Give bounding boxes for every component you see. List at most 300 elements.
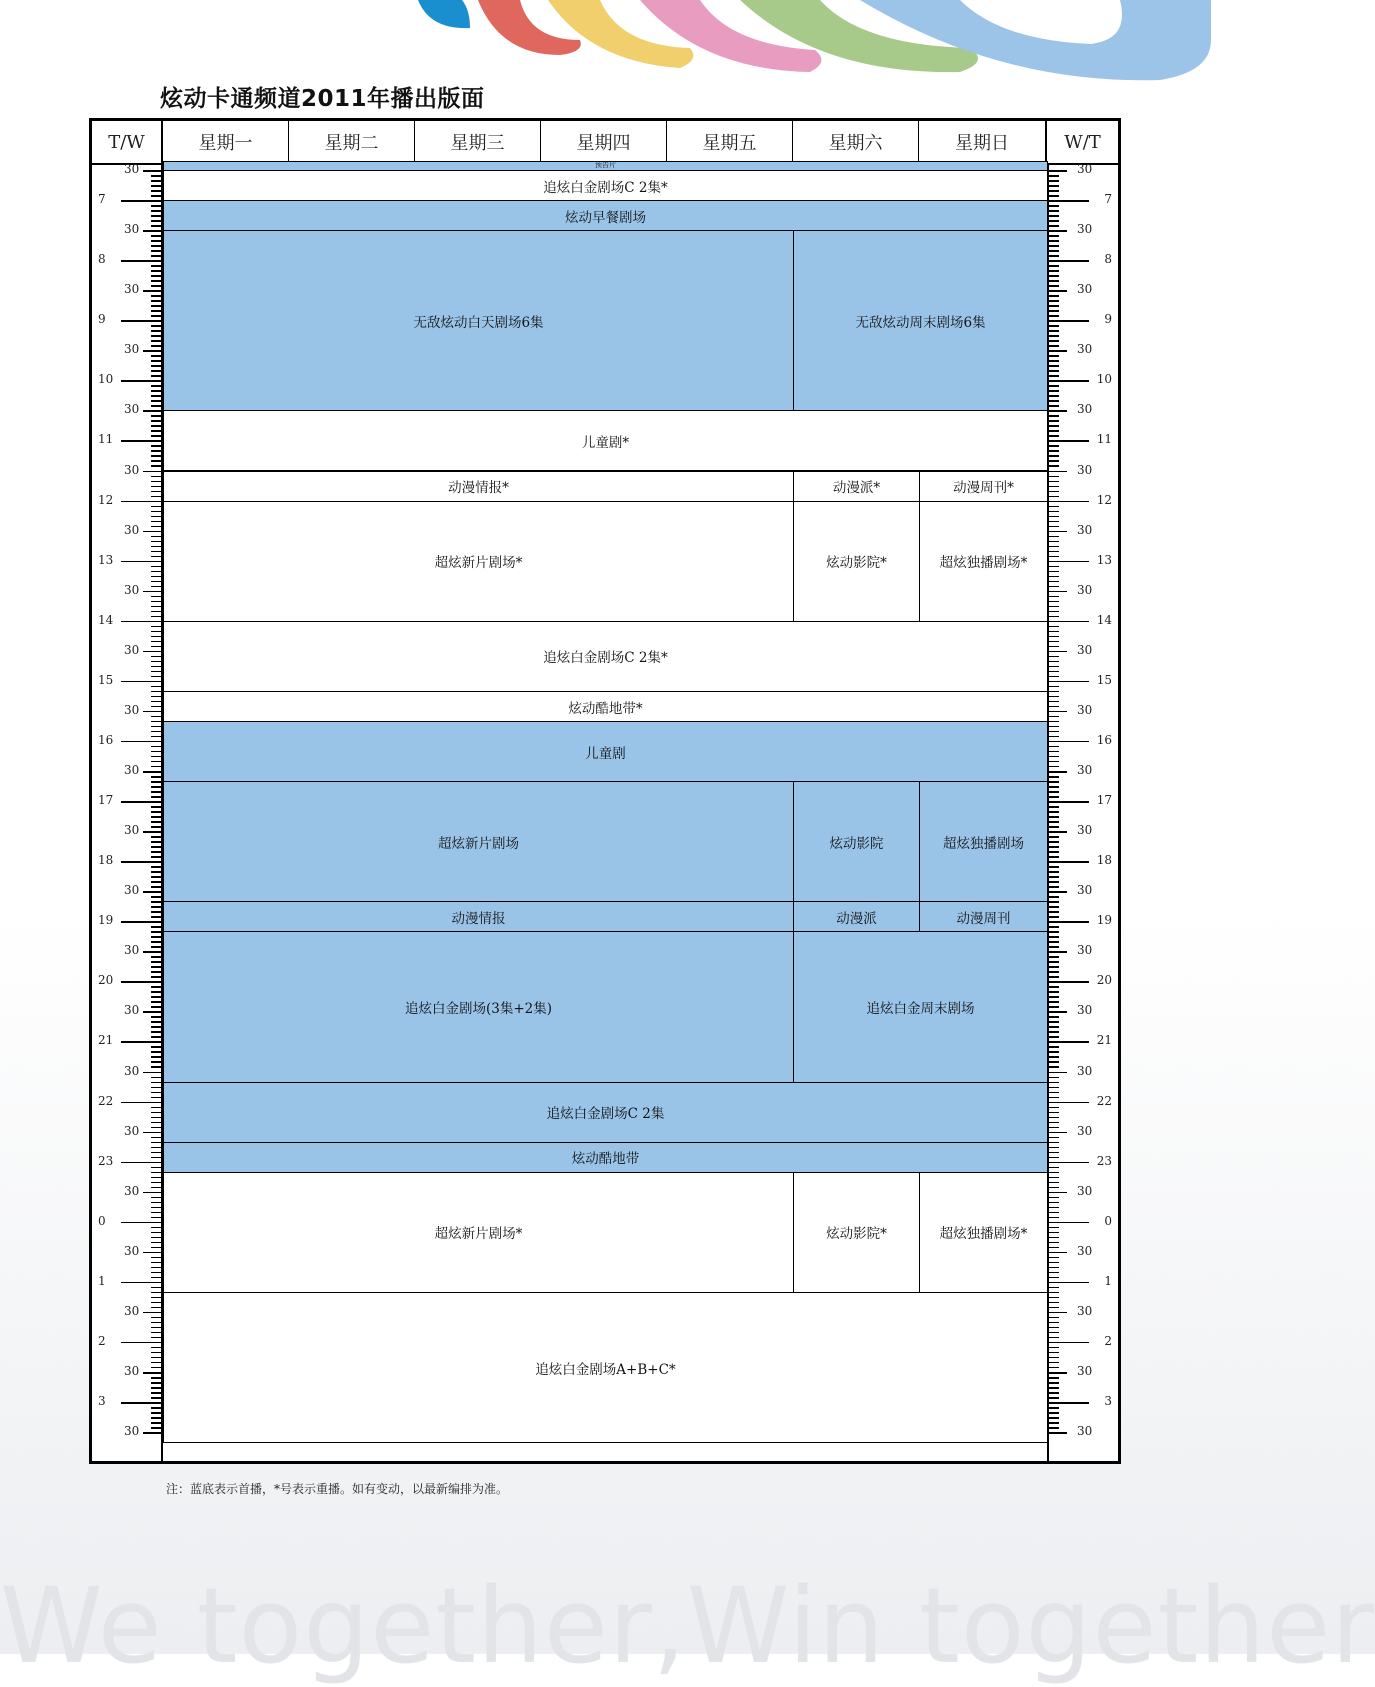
ruler-tick (151, 986, 161, 988)
ruler-tick (1049, 185, 1059, 187)
ruler-tick (151, 906, 161, 908)
ruler-tick (151, 1031, 161, 1033)
ruler-tick (151, 305, 161, 307)
ruler-half-label: 30 (124, 1123, 140, 1138)
ruler-half-label: 30 (1077, 1183, 1093, 1198)
ruler-tick (1049, 265, 1059, 267)
ruler-tick (151, 1382, 161, 1384)
ruler-tick (1049, 1252, 1067, 1254)
ruler-tick (151, 781, 161, 783)
ruler-tick (1049, 1222, 1089, 1224)
ruler-tick (1049, 1046, 1059, 1048)
ruler-hour-label: 18 (1096, 853, 1112, 868)
ruler-tick (1049, 681, 1089, 683)
ruler-tick (151, 946, 161, 948)
ruler-tick (151, 646, 161, 648)
ruler-tick (151, 536, 161, 538)
ruler-tick (1049, 891, 1067, 893)
ruler-tick (1049, 260, 1089, 262)
ruler-tick (1049, 1257, 1059, 1259)
ruler-tick (151, 1417, 161, 1419)
ruler-tick (151, 526, 161, 528)
ruler-tick (1049, 1102, 1089, 1104)
ruler-tick (1049, 941, 1059, 943)
ruler-tick (121, 1222, 161, 1224)
ruler-tick (151, 566, 161, 568)
ruler-tick (143, 1072, 161, 1074)
ruler-tick (151, 1001, 161, 1003)
ruler-tick (151, 601, 161, 603)
ruler-tick (1049, 1417, 1059, 1419)
ruler-half-label: 30 (1077, 582, 1093, 597)
ruler-tick (151, 1322, 161, 1324)
ruler-tick (1049, 906, 1059, 908)
ruler-tick (1049, 486, 1059, 488)
ruler-tick (151, 721, 161, 723)
ruler-tick (151, 611, 161, 613)
ruler-tick (1049, 1302, 1059, 1304)
ruler-tick (1049, 1041, 1089, 1043)
ruler-tick (1049, 926, 1059, 928)
ruler-tick (151, 1152, 161, 1154)
ruler-tick (151, 430, 161, 432)
ruler-hour-label: 19 (98, 913, 114, 928)
ruler-tick (1049, 1097, 1059, 1099)
ruler-tick (151, 476, 161, 478)
ruler-tick (151, 1227, 161, 1229)
ruler-hour-label: 23 (1096, 1153, 1112, 1168)
ruler-tick (1049, 1077, 1059, 1079)
ruler-tick (1049, 691, 1059, 693)
ruler-tick (1049, 1362, 1059, 1364)
ruler-tick (1049, 476, 1059, 478)
ruler-tick (151, 1337, 161, 1339)
ruler-half-label: 30 (124, 1424, 140, 1439)
ruler-tick (1049, 1312, 1067, 1314)
ruler-tick (151, 345, 161, 347)
ruler-tick (151, 1122, 161, 1124)
ruler-tick (151, 716, 161, 718)
ruler-tick (1049, 1372, 1067, 1374)
ruler-tick (1049, 541, 1059, 543)
program-block: 动漫派 (793, 901, 920, 932)
ruler-tick (1049, 876, 1059, 878)
ruler-tick (151, 1237, 161, 1239)
ruler-tick (1049, 360, 1059, 362)
ruler-tick (1049, 460, 1059, 462)
ruler-tick (151, 1082, 161, 1084)
ruler-tick (121, 741, 161, 743)
ruler-tick (1049, 1432, 1067, 1434)
program-block: 动漫派* (793, 471, 920, 502)
ruler-tick (143, 831, 161, 833)
ruler-tick (1049, 1272, 1059, 1274)
ruler-half-label: 30 (124, 282, 140, 297)
ruler-tick (151, 506, 161, 508)
ruler-half-label: 30 (124, 342, 140, 357)
ruler-tick (1049, 1277, 1059, 1279)
ruler-tick (151, 816, 161, 818)
ruler-tick (151, 1287, 161, 1289)
ruler-tick (1049, 310, 1059, 312)
ruler-tick (1049, 576, 1059, 578)
ruler-tick (1049, 340, 1059, 342)
program-block: 追炫白金剧场C 2集* (163, 170, 1048, 201)
ruler-tick (151, 671, 161, 673)
ruler-tick (121, 681, 161, 683)
ruler-tick (151, 796, 161, 798)
ruler-tick (1049, 240, 1059, 242)
ruler-tick (1049, 1422, 1059, 1424)
ruler-tick (1049, 255, 1059, 257)
ruler-hour-label: 10 (98, 372, 114, 387)
ruler-tick (151, 190, 161, 192)
ruler-tick (151, 1327, 161, 1329)
ruler-tick (1049, 215, 1059, 217)
ruler-tick (1049, 1162, 1089, 1164)
ruler-tick (151, 185, 161, 187)
ruler-tick (1049, 405, 1059, 407)
program-block: 超炫独播剧场 (919, 781, 1048, 902)
ruler-tick (1049, 831, 1067, 833)
ruler-tick (1049, 616, 1059, 618)
ruler-tick (151, 856, 161, 858)
ruler-tick (151, 310, 161, 312)
ruler-tick (1049, 1282, 1089, 1284)
ruler-tick (1049, 350, 1067, 352)
ruler-tick (151, 811, 161, 813)
ruler-tick (1049, 285, 1059, 287)
ruler-tick (1049, 1407, 1059, 1409)
ruler-tick (1049, 1392, 1059, 1394)
ruler-tick (151, 841, 161, 843)
ruler-tick (1049, 571, 1059, 573)
ruler-tick (121, 1041, 161, 1043)
ruler-tick (151, 511, 161, 513)
ruler-tick (143, 891, 161, 893)
ruler-tick (1049, 1016, 1059, 1018)
ruler-tick (1049, 661, 1059, 663)
program-block: 动漫情报* (163, 471, 794, 502)
ruler-hour-label: 16 (98, 732, 114, 747)
ruler-half-label: 30 (1077, 702, 1093, 717)
ruler-tick (151, 1016, 161, 1018)
ruler-tick (151, 976, 161, 978)
ruler-tick (1049, 1187, 1059, 1189)
ruler-tick (1049, 315, 1059, 317)
ruler-half-label: 30 (1077, 462, 1093, 477)
ruler-hour-label: 15 (98, 672, 114, 687)
ruler-tick (1049, 501, 1089, 503)
ruler-tick (151, 1412, 161, 1414)
ruler-tick (151, 751, 161, 753)
time-ruler-right (1047, 162, 1118, 1461)
ruler-hour-label: 12 (98, 492, 114, 507)
ruler-tick (1049, 491, 1059, 493)
ruler-half-label: 30 (1077, 342, 1093, 357)
ruler-half-label: 30 (124, 582, 140, 597)
ruler-tick (151, 636, 161, 638)
time-ruler-left (92, 162, 163, 1461)
ruler-tick (151, 1142, 161, 1144)
ruler-tick (151, 180, 161, 182)
ruler-tick (1049, 1092, 1059, 1094)
ruler-tick (1049, 586, 1059, 588)
ruler-hour-label: 7 (98, 192, 106, 207)
ruler-tick (151, 931, 161, 933)
ruler-tick (151, 846, 161, 848)
ruler-tick (1049, 496, 1059, 498)
ruler-hour-label: 7 (1104, 192, 1112, 207)
ruler-tick (1049, 230, 1067, 232)
ruler-tick (143, 1132, 161, 1134)
ruler-tick (1049, 1112, 1059, 1114)
ribbon-blue (418, 0, 470, 28)
ruler-tick (151, 1262, 161, 1264)
ruler-tick (151, 786, 161, 788)
ruler-tick (1049, 1342, 1089, 1344)
ruler-half-label: 30 (1077, 1364, 1093, 1378)
ruler-tick (1049, 566, 1059, 568)
ruler-tick (121, 1162, 161, 1164)
ruler-tick (151, 971, 161, 973)
ruler-tick (1049, 335, 1059, 337)
ruler-tick (1049, 561, 1089, 563)
ruler-tick (1049, 716, 1059, 718)
ruler-tick (151, 516, 161, 518)
ruler-tick (151, 486, 161, 488)
ruler-half-label: 30 (124, 702, 140, 717)
ruler-tick (1049, 1137, 1059, 1139)
ruler-tick (143, 711, 161, 713)
ruler-tick (1049, 526, 1059, 528)
ruler-tick (1049, 726, 1059, 728)
ruler-tick (1049, 546, 1059, 548)
ruler-tick (151, 420, 161, 422)
ruler-tick (151, 1297, 161, 1299)
ruler-tick (1049, 440, 1089, 442)
ruler-tick (1049, 465, 1059, 467)
ruler-tick (143, 471, 161, 473)
ruler-tick (1049, 881, 1059, 883)
ruler-tick (151, 541, 161, 543)
header-wt: W/T (1047, 121, 1118, 165)
program-block: 动漫周刊 (919, 901, 1048, 932)
ruler-tick (1049, 696, 1059, 698)
ruler-half-label: 30 (124, 462, 140, 477)
ruler-tick (151, 280, 161, 282)
ruler-tick (151, 996, 161, 998)
ruler-tick (151, 275, 161, 277)
ruler-tick (1049, 380, 1089, 382)
ruler-tick (151, 691, 161, 693)
ruler-tick (1049, 1367, 1059, 1369)
ruler-tick (151, 881, 161, 883)
ruler-tick (151, 1197, 161, 1199)
ruler-half-label: 30 (124, 1183, 140, 1198)
ruler-tick (1049, 666, 1059, 668)
ruler-tick (151, 1157, 161, 1159)
ruler-half-label: 30 (124, 883, 140, 898)
ruler-tick (1049, 320, 1089, 322)
ruler-tick (1049, 816, 1059, 818)
ruler-tick (151, 686, 161, 688)
ruler-tick (151, 455, 161, 457)
ruler-half-label: 30 (124, 1364, 140, 1378)
ruler-tick (151, 1077, 161, 1079)
ruler-tick (1049, 746, 1059, 748)
ruler-tick (1049, 1287, 1059, 1289)
program-block: 追炫白金剧场C 2集 (163, 1082, 1048, 1143)
ruler-tick (1049, 791, 1059, 793)
program-block: 儿童剧 (163, 721, 1048, 782)
ruler-tick (151, 896, 161, 898)
ruler-tick (151, 696, 161, 698)
ruler-tick (1049, 190, 1059, 192)
program-block: 炫动影院* (793, 501, 920, 622)
ruler-tick (151, 195, 161, 197)
ruler-tick (1049, 225, 1059, 227)
ruler-hour-label: 19 (1096, 913, 1112, 928)
ruler-tick (151, 1292, 161, 1294)
ruler-tick (151, 496, 161, 498)
ruler-tick (1049, 621, 1089, 623)
ruler-tick (1049, 1087, 1059, 1089)
ruler-tick (1049, 651, 1067, 653)
program-block: 动漫周刊* (919, 471, 1048, 502)
ruler-tick (1049, 861, 1089, 863)
ruler-tick (151, 360, 161, 362)
ruler-tick (151, 521, 161, 523)
ruler-tick (151, 1202, 161, 1204)
ruler-hour-label: 3 (98, 1394, 106, 1409)
ruler-tick (151, 1021, 161, 1023)
ruler-tick (1049, 220, 1059, 222)
ruler-tick (143, 591, 161, 593)
ruler-tick (151, 886, 161, 888)
ruler-tick (151, 1137, 161, 1139)
ruler-tick (1049, 626, 1059, 628)
ruler-tick (151, 826, 161, 828)
ruler-tick (121, 921, 161, 923)
ruler-tick (151, 556, 161, 558)
header-day-mon: 星期一 (163, 121, 289, 165)
ruler-hour-label: 15 (1096, 672, 1112, 687)
ruler-tick (1049, 450, 1059, 452)
ruler-tick (1049, 976, 1059, 978)
ruler-tick (1049, 1142, 1059, 1144)
ruler-half-label: 30 (1077, 1003, 1093, 1018)
ruler-tick (1049, 521, 1059, 523)
ruler-tick (1049, 1202, 1059, 1204)
ruler-tick (151, 340, 161, 342)
ruler-tick (151, 901, 161, 903)
ruler-tick (1049, 1237, 1059, 1239)
ruler-tick (1049, 1026, 1059, 1028)
ruler-hour-label: 17 (98, 793, 114, 808)
ruler-half-label: 30 (124, 222, 140, 237)
ruler-tick (151, 1061, 161, 1063)
ruler-tick (143, 771, 161, 773)
program-block: 预告片 (163, 161, 1048, 171)
ruler-tick (1049, 355, 1059, 357)
ruler-tick (151, 876, 161, 878)
ruler-tick (143, 290, 161, 292)
ruler-tick (151, 491, 161, 493)
ruler-tick (1049, 896, 1059, 898)
ruler-tick (151, 936, 161, 938)
ruler-tick (121, 1342, 161, 1344)
ruler-tick (1049, 1177, 1059, 1179)
ruler-tick (1049, 511, 1059, 513)
ruler-tick (151, 1051, 161, 1053)
ruler-tick (1049, 1082, 1059, 1084)
ruler-tick (151, 1097, 161, 1099)
ruler-tick (151, 1347, 161, 1349)
header-day-sat: 星期六 (793, 121, 919, 165)
ruler-tick (1049, 736, 1059, 738)
ruler-tick (1049, 931, 1059, 933)
ruler-tick (151, 756, 161, 758)
ruler-tick (151, 465, 161, 467)
ruler-tick (1049, 1262, 1059, 1264)
ruler-tick (1049, 1402, 1089, 1404)
ruler-tick (143, 531, 161, 533)
ruler-half-label: 30 (1077, 222, 1093, 237)
ruler-tick (151, 215, 161, 217)
ruler-tick (1049, 641, 1059, 643)
ruler-tick (1049, 781, 1059, 783)
ruler-tick (151, 355, 161, 357)
ruler-tick (1049, 295, 1059, 297)
header-day-sun: 星期日 (919, 121, 1047, 165)
ruler-tick (143, 1432, 161, 1434)
ruler-tick (1049, 481, 1059, 483)
ruler-tick (151, 581, 161, 583)
ruler-hour-label: 11 (1096, 432, 1112, 447)
ruler-tick (1049, 721, 1059, 723)
ruler-tick (1049, 300, 1059, 302)
ruler-tick (1049, 1212, 1059, 1214)
ruler-tick (1049, 811, 1059, 813)
ruler-half-label: 30 (124, 162, 140, 176)
ruler-tick (151, 390, 161, 392)
ruler-tick (1049, 1036, 1059, 1038)
ruler-tick (1049, 1127, 1059, 1129)
ruler-tick (1049, 385, 1059, 387)
ruler-tick (121, 861, 161, 863)
ruler-tick (151, 766, 161, 768)
ruler-tick (1049, 741, 1089, 743)
ruler-half-label: 30 (1077, 1063, 1093, 1078)
ruler-tick (1049, 1337, 1059, 1339)
ruler-half-label: 30 (1077, 282, 1093, 297)
header-tw: T/W (92, 121, 163, 165)
ruler-tick (1049, 1157, 1059, 1159)
ruler-half-label: 30 (1077, 823, 1093, 838)
ruler-tick (151, 225, 161, 227)
ruler-tick (1049, 846, 1059, 848)
ruler-half-label: 30 (124, 1003, 140, 1018)
ruler-tick (151, 210, 161, 212)
ruler-tick (1049, 886, 1059, 888)
ruler-tick (1049, 551, 1059, 553)
ruler-tick (151, 1092, 161, 1094)
ruler-half-label: 30 (124, 642, 140, 657)
ruler-tick (151, 1177, 161, 1179)
ruler-tick (151, 1377, 161, 1379)
ruler-tick (151, 1422, 161, 1424)
